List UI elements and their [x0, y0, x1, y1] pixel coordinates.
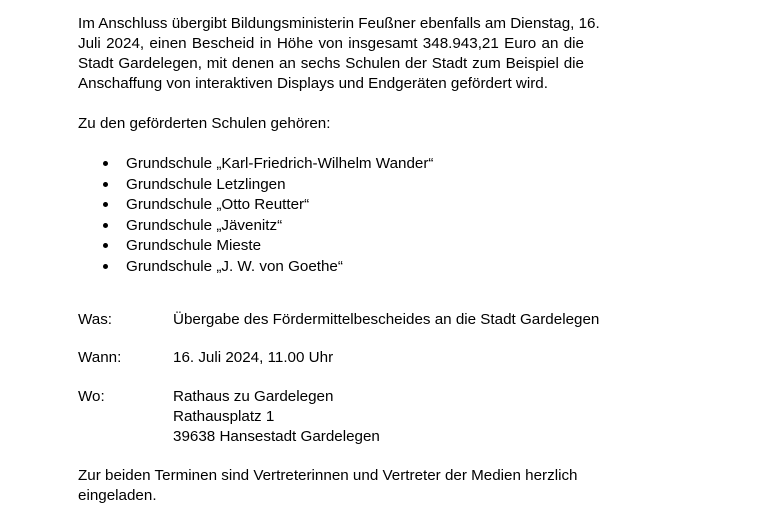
list-item [0, 195, 768, 216]
school-name: Grundschule „Karl-Friedrich-Wilhelm Wander“ [126, 155, 434, 172]
wo-label: Wo: [78, 388, 105, 405]
bullet-icon [103, 264, 108, 269]
school-name: Grundschule „Jävenitz“ [126, 216, 283, 234]
was-label: Was: [78, 311, 113, 328]
closing-paragraph [78, 466, 678, 506]
list-item [0, 154, 768, 175]
schools-heading [78, 114, 584, 134]
list-item [0, 236, 768, 257]
schools-heading-text: Zu den geförderten Schulen gehören: [78, 115, 331, 132]
wo-address-line: Rathaus zu Gardelegen [173, 388, 334, 405]
bullet-icon [103, 182, 108, 187]
wo-address-line: Rathausplatz 1 [173, 408, 275, 425]
closing-line: Zur beiden Terminen sind Vertreterinnen und Vertreter der Medien herzlich [78, 467, 578, 484]
bullet-icon [103, 243, 108, 248]
school-name: Grundschule „J. W. von Goethe“ [126, 257, 343, 275]
was-value: Übergabe des Fördermittelbescheides an die Stadt Gardelegen [173, 311, 600, 328]
list-item [0, 216, 768, 237]
intro-line: Juli 2024, einen Bescheid in Höhe von insgesamt 348.943,21 Euro an die [78, 35, 584, 52]
bullet-icon [103, 202, 108, 207]
bullet-icon [103, 223, 108, 228]
intro-line: Im Anschluss übergibt Bildungsministerin Feußner ebenfalls am Dienstag, 16. [78, 15, 600, 32]
list-item [0, 175, 768, 196]
wo-address-line: 39638 Hansestadt Gardelegen [173, 428, 380, 445]
school-name: Grundschule Mieste [126, 237, 262, 255]
schools-list [0, 154, 768, 278]
list-item [0, 257, 768, 278]
intro-line: Stadt Gardelegen, mit denen an sechs Schulen der Stadt zum Beispiel die [78, 55, 584, 72]
intro-paragraph [78, 14, 600, 94]
school-name: Grundschule „Otto Reutter“ [126, 196, 310, 214]
wann-label: Wann: [78, 349, 122, 366]
intro-line: Anschaffung von interaktiven Displays und Endgeräten gefördert wird. [78, 75, 548, 92]
closing-line: eingeladen. [78, 487, 157, 504]
school-name: Grundschule Letzlingen [126, 175, 286, 193]
bullet-icon [103, 161, 108, 166]
wann-value: 16. Juli 2024, 11.00 Uhr [173, 349, 334, 366]
